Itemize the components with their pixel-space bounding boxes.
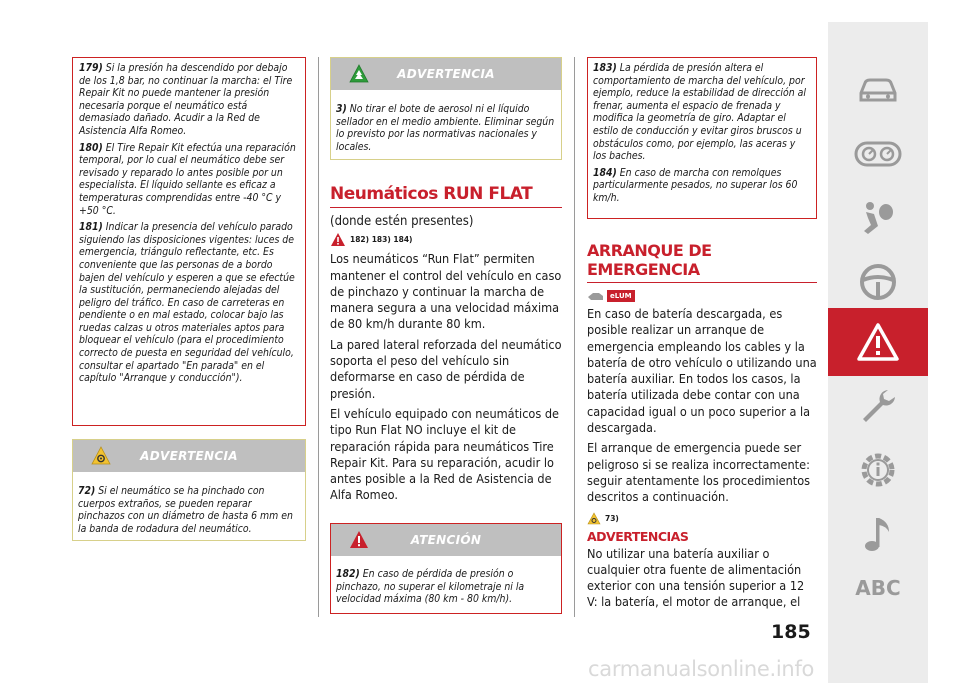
note-72: 72) Si el neumático se ha pinchado con cuerpos extraños, se pueden reparar pinchazos con un diámetro de hasta 6 mm en la banda de rodadura del neumático. <box>78 485 293 535</box>
subtitle: (donde estén presentes) <box>330 214 474 229</box>
dashboard-gauges-icon[interactable] <box>828 120 928 188</box>
paragraph: Los neumáticos “Run Flat” permiten mantener el control del vehículo en caso de pinchazo y continuar la marcha de manera segura a una velocidad máxima de 80 km/h durante 80 km. <box>330 251 562 332</box>
note-180: 180) El Tire Repair Kit efectúa una reparación temporal, por lo cual el neumático debe ser revisado y reparado lo antes posible por un especialista. El líquido sellante es eficaz a temperaturas comprendidas entre -40 °C y +50 °C. <box>79 141 296 217</box>
paragraph: El arranque de emergencia puede ser peligroso si se realiza incorrectamente: seguir atentamente los procedimientos descritos a continuación. <box>587 440 811 505</box>
refs-row: 182) 183) 184) <box>330 232 562 247</box>
car-icon[interactable] <box>828 56 928 124</box>
paragraph: El vehículo equipado con neumáticos de tipo Run Flat NO incluye el kit de reparación rápida para neumáticos Tire Repair Kit. Para su reparación, acudir lo antes posible a la Red de Asistencia de Alfa Romeo. <box>330 405 560 503</box>
warning-notes-box <box>587 57 817 219</box>
footer-watermark: carmanualsonline.info <box>588 657 815 681</box>
advertencia-box <box>330 57 562 160</box>
advertencia-header: ADVERTENCIA <box>331 58 561 90</box>
section-title: Neumáticos RUN FLAT <box>330 184 533 204</box>
elum-row <box>587 289 817 303</box>
gear-info-icon[interactable] <box>828 436 928 504</box>
abc-text-icon[interactable]: ABC <box>855 576 901 600</box>
note-181: 181) Indicar la presencia del vehículo parado siguiendo las disposiciones vigentes: luces de emergencia, triángulo reflectante, etc. Es conveniente que las personas de a bordo bajen del vehículo y esperen a que se efectúe la sustitución, permaneciendo alejadas del peligro del tráfico. En caso de carreteras en pendiente o en mal estado, colocar bajo las ruedas calzas u otros materiales aptos para bloquear el vehículo (para el procedimiento correcto de puesta en seguridad del vehículo, consultar el apartado "En parada" en el capítulo "Arranque y conducción"). <box>79 221 295 385</box>
note-184: 184) En caso de marcha con remolques particularmente pesados, no superar los 60 km/h. <box>593 166 798 204</box>
note-3: 3) No tirar el bote de aerosol ni el líquido sellador en el medio ambiente. Eliminar según lo previsto por las normativas nacionales y locales. <box>336 103 555 153</box>
note-179: 179) Si la presión ha descendido por debajo de los 1,8 bar, no continuar la marcha: el Tire Repair Kit no puede mantener la presión necesaria porque el neumático está demasiado dañado. Acudir a la Red de Asistencia Alfa Romeo. <box>79 62 293 137</box>
airbag-person-icon[interactable] <box>828 184 928 252</box>
advertencia-box <box>72 439 306 541</box>
warnings-title: ADVERTENCIAS <box>587 528 689 544</box>
warning-triangle-icon[interactable] <box>828 308 928 376</box>
warning-triangle-icon <box>587 512 601 525</box>
refs-row: 73) <box>587 512 817 525</box>
danger-warning-icon <box>349 530 369 550</box>
page-number: 185 <box>771 621 811 643</box>
note-183: 183) La pérdida de presión altera el comportamiento de marcha del vehículo, por ejemplo, reduce la estabilidad de dirección al frenar, aumenta el espacio de frenada y modifica la geometría de giro. Adaptar el estilo de conducción y evitar giros bruscos u obstáculos como, por ejemplo, las aceras y los baches. <box>593 62 806 163</box>
run-flat-section <box>330 184 562 508</box>
paragraph: No utilizar una batería auxiliar o cualquier otra fuente de alimentación exterior con una tensión superior a 12 V: la batería, el motor de arranque, el <box>587 545 805 610</box>
column-divider <box>318 57 319 617</box>
column-divider <box>574 57 575 617</box>
tire-warning-icon <box>91 446 111 466</box>
danger-warning-icon <box>330 232 346 247</box>
atencion-header: ATENCIÓN <box>331 524 561 556</box>
elum-badge: eLUM <box>607 290 635 302</box>
paragraph: La pared lateral reforzada del neumático soporta el peso del vehículo sin deformarse en caso de pérdida de presión. <box>330 336 562 401</box>
section-title: ARRANQUE DE EMERGENCIA <box>587 241 712 279</box>
wrench-icon[interactable] <box>828 372 928 440</box>
emergency-start-section <box>587 241 817 615</box>
atencion-box <box>330 523 562 614</box>
advertencia-header: ADVERTENCIA <box>73 440 305 472</box>
hand-icon <box>587 289 605 303</box>
warning-notes-box <box>72 57 306 426</box>
chapter-sidebar <box>828 22 928 683</box>
note-182: 182) En caso de pérdida de presión o pinchazo, no superar el kilometraje ni la velocidad máxima (80 km - 80 km/h). <box>336 568 525 606</box>
steering-wheel-icon[interactable] <box>828 248 928 316</box>
environment-icon <box>349 64 369 84</box>
paragraph: En caso de batería descargada, es posible realizar un arranque de emergencia empleando los cables y la batería de otro vehículo o utilizando una batería auxiliar. En todos los casos, la batería utilizada debe contar con una capacidad igual o un poco superior a la descargada. <box>587 306 817 436</box>
